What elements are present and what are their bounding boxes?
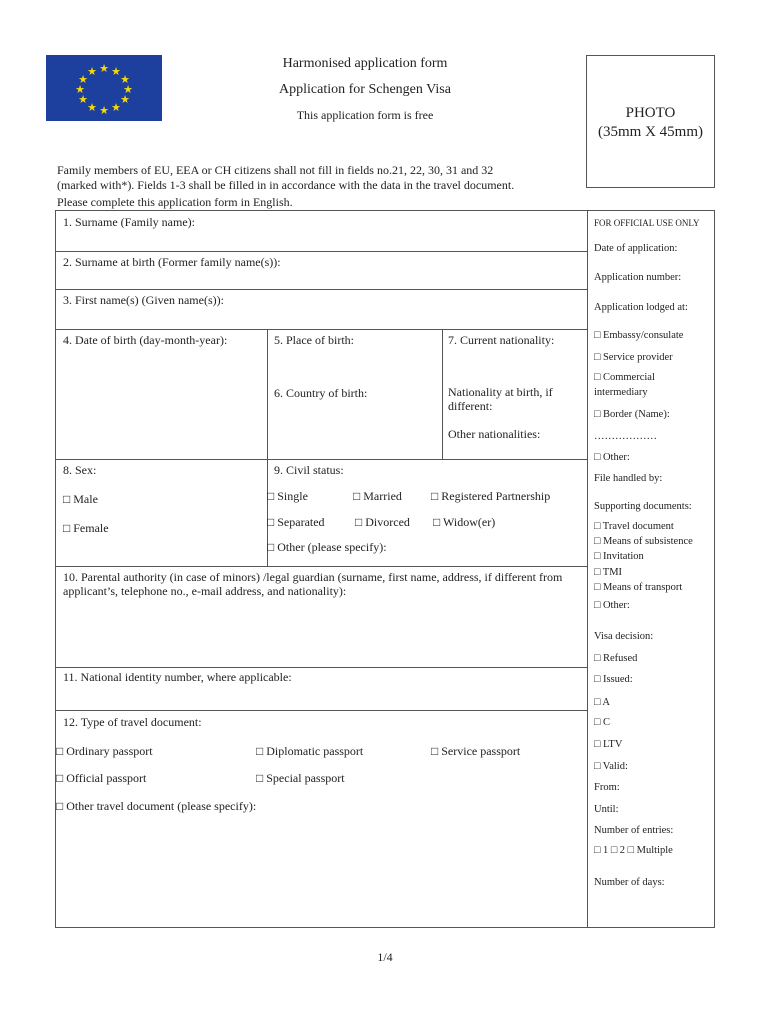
official-days: Number of days: [594, 877, 665, 888]
svg-text:★: ★ [87, 65, 97, 78]
official-service-provider: □ Service provider [594, 352, 673, 363]
civil-widow-checkbox[interactable]: □ Widow(er) [433, 515, 496, 529]
civil-other-checkbox[interactable]: □ Other (please specify): [267, 540, 387, 554]
other-nationalities-field[interactable]: Other nationalities: [448, 427, 541, 441]
official-supporting: Supporting documents: [594, 501, 692, 512]
civil-married-checkbox[interactable]: □ Married [353, 489, 402, 503]
civil-status-label: 9. Civil status: [274, 463, 344, 477]
svg-text:★: ★ [87, 101, 97, 114]
svg-text:★: ★ [120, 73, 130, 86]
official-date-application: Date of application: [594, 243, 678, 254]
official-lodged-at: Application lodged at: [594, 302, 688, 313]
td-official-checkbox[interactable]: □ Official passport [56, 771, 147, 785]
civil-separated-checkbox[interactable]: □ Separated [267, 515, 325, 529]
official-transport: □ Means of transport [594, 582, 683, 593]
td-other-checkbox[interactable]: □ Other travel document (please specify): [56, 799, 257, 813]
svg-text:★: ★ [99, 104, 109, 117]
svg-text:★: ★ [123, 83, 133, 96]
official-subsistence: □ Means of subsistence [594, 536, 693, 547]
td-diplomatic-checkbox[interactable]: □ Diplomatic passport [256, 744, 364, 758]
current-nationality-field[interactable]: 7. Current nationality: [448, 333, 555, 347]
official-tmi: □ TMI [594, 567, 623, 578]
place-of-birth-field[interactable]: 5. Place of birth: [274, 333, 354, 347]
svg-text:★: ★ [99, 62, 109, 75]
eu-stars-icon [46, 55, 162, 121]
photo-size: (35mm X 45mm) [598, 124, 703, 140]
official-commercial: □ Commercial [594, 372, 655, 383]
surname-at-birth-field[interactable]: 2. Surname at birth (Former family name(s)): [63, 255, 281, 269]
official-entries-options: □ 1 □ 2 □ Multiple [594, 845, 673, 856]
travel-document-label: 12. Type of travel document: [63, 715, 202, 729]
nationality-at-birth-field[interactable]: Nationality at birth, if different: [448, 385, 553, 413]
official-issued: □ Issued: [594, 674, 633, 685]
official-invitation: □ Invitation [594, 551, 644, 562]
intro-line-3: Please complete this application form in English. [57, 195, 293, 209]
td-ordinary-checkbox[interactable]: □ Ordinary passport [56, 744, 153, 758]
official-other-2: □ Other: [594, 600, 630, 611]
svg-text:★: ★ [78, 73, 88, 86]
official-dots: ……………… [594, 431, 657, 442]
official-other: □ Other: [594, 452, 630, 463]
surname-field[interactable]: 1. Surname (Family name): [63, 215, 195, 229]
official-border: □ Border (Name): [594, 409, 670, 420]
free-note: This application form is free [296, 108, 434, 122]
official-application-number: Application number: [594, 272, 682, 283]
form-table [55, 210, 715, 928]
official-entries: Number of entries: [594, 825, 674, 836]
svg-text:★: ★ [78, 93, 88, 106]
date-of-birth-field[interactable]: 4. Date of birth (day-month-year): [63, 333, 228, 347]
sex-male-checkbox[interactable]: □ Male [63, 492, 98, 506]
intro-line-2: (marked with*). Fields 1-3 shall be filled in in accordance with the data in the travel document. [57, 178, 515, 192]
official-embassy: □ Embassy/consulate [594, 330, 684, 341]
official-travel-document: □ Travel document [594, 521, 674, 532]
first-name-field[interactable]: 3. First name(s) (Given name(s)): [63, 293, 224, 307]
photo-box [586, 55, 715, 188]
td-service-checkbox[interactable]: □ Service passport [431, 744, 521, 758]
official-visa-decision: Visa decision: [594, 631, 654, 642]
sex-label: 8. Sex: [63, 463, 97, 477]
sex-female-checkbox[interactable]: □ Female [63, 521, 109, 535]
official-ltv: □ LTV [594, 739, 623, 750]
civil-divorced-checkbox[interactable]: □ Divorced [355, 515, 410, 529]
country-of-birth-field[interactable]: 6. Country of birth: [274, 386, 368, 400]
svg-text:★: ★ [111, 101, 121, 114]
official-refused: □ Refused [594, 653, 638, 664]
svg-text:★: ★ [120, 93, 130, 106]
official-use-heading: FOR OFFICIAL USE ONLY [594, 218, 700, 228]
svg-text:★: ★ [75, 83, 85, 96]
official-c: □ C [594, 717, 610, 728]
td-special-checkbox[interactable]: □ Special passport [256, 771, 345, 785]
parental-authority-field[interactable]: 10. Parental authority (in case of minors) /legal guardian (surname, first name, address, if different from applicant’s, telephone no., e-mail address, and nationality): [63, 570, 563, 598]
page-number: 1/4 [377, 950, 393, 964]
svg-text:★: ★ [111, 65, 121, 78]
form-subtitle: Application for Schengen Visa [279, 82, 451, 97]
civil-single-checkbox[interactable]: □ Single [267, 489, 308, 503]
eu-flag-logo [46, 55, 162, 121]
photo-label: PHOTO [625, 105, 676, 121]
civil-registered-checkbox[interactable]: □ Registered Partnership [431, 489, 551, 503]
official-valid: □ Valid: [594, 761, 628, 772]
intro-line-1: Family members of EU, EEA or CH citizens shall not fill in fields no.21, 22, 30, 31 and 32 [57, 163, 494, 177]
official-until: Until: [594, 804, 619, 815]
form-title: Harmonised application form [282, 56, 448, 71]
official-file-handled: File handled by: [594, 473, 663, 484]
official-from: From: [594, 782, 620, 793]
national-id-field[interactable]: 11. National identity number, where applicable: [63, 670, 292, 684]
official-intermediary: intermediary [594, 387, 648, 398]
official-a: □ A [594, 697, 610, 708]
